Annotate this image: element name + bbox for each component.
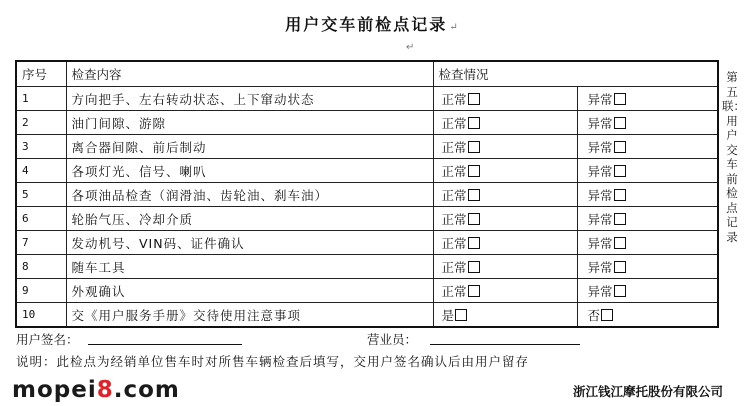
instruction-note: 说明：此检点为经销单位售车时对所售车辆检查后填写，交用户签名确认后由用户留存 [16,354,530,369]
abnormal-option[interactable] [577,159,718,183]
abnormal-label: 异常 [587,187,613,203]
check-item: 随车工具 [66,255,433,279]
abnormal-label: 异常 [587,259,613,275]
normal-option[interactable] [433,111,577,135]
checkbox-icon[interactable] [614,165,626,177]
normal-option[interactable] [433,303,577,328]
checkbox-icon[interactable] [455,309,467,321]
normal-label: 正常 [441,259,467,275]
normal-label: 正常 [441,211,467,227]
user-signature-label: 用户签名： [16,332,79,347]
normal-label: 正常 [441,115,467,131]
check-item: 发动机号、VIN码、证件确认 [66,231,433,255]
checkbox-icon[interactable] [468,261,480,273]
table-row [16,135,718,159]
checkbox-icon[interactable] [614,285,626,297]
header-item: 检查内容 [66,61,433,87]
checkbox-icon[interactable] [468,141,480,153]
table-row [16,87,718,111]
normal-label: 正常 [441,187,467,203]
checkbox-icon[interactable] [614,213,626,225]
table-row [16,111,718,135]
normal-option[interactable] [433,279,577,303]
abnormal-option[interactable] [577,303,718,328]
row-number: 5 [16,183,66,207]
checkbox-icon[interactable] [468,93,480,105]
normal-option[interactable] [433,159,577,183]
row-number: 10 [16,303,66,328]
table-row [16,207,718,231]
row-number: 1 [16,87,66,111]
salesperson-signature-line[interactable] [430,344,580,345]
normal-label: 正常 [441,139,467,155]
abnormal-option[interactable] [577,231,718,255]
abnormal-option[interactable] [577,183,718,207]
checkbox-icon[interactable] [468,285,480,297]
abnormal-option[interactable] [577,279,718,303]
checkbox-icon[interactable] [614,237,626,249]
checkbox-icon[interactable] [614,117,626,129]
row-number: 7 [16,231,66,255]
checkbox-icon[interactable] [614,93,626,105]
user-signature-line[interactable] [88,344,242,345]
normal-label: 正常 [441,163,467,179]
abnormal-label: 异常 [587,163,613,179]
row-number: 8 [16,255,66,279]
abnormal-option[interactable] [577,87,718,111]
check-item: 交《用户服务手册》交待使用注意事项 [66,303,433,328]
paragraph-mark: ↵ [406,42,415,53]
salesperson-label: 营业员： [367,332,418,347]
abnormal-option[interactable] [577,255,718,279]
table-header-row [16,61,718,87]
document-title: 用户交车前检点记录 ↵ [285,15,460,34]
check-item: 油门间隙、游隙 [66,111,433,135]
table-row [16,159,718,183]
normal-label: 正常 [441,283,467,299]
abnormal-label: 异常 [587,211,613,227]
abnormal-option[interactable] [577,111,718,135]
table-row [16,255,718,279]
normal-label: 是 [441,307,455,323]
company-name: 浙江钱江摩托股份有限公司 [572,384,723,399]
checkbox-icon[interactable] [468,165,480,177]
table-row [16,183,718,207]
checkbox-icon[interactable] [601,309,613,321]
abnormal-label: 异常 [587,91,613,107]
normal-label: 正常 [441,91,467,107]
inspection-table [15,60,719,328]
check-item: 离合器间隙、前后制动 [66,135,433,159]
abnormal-option[interactable] [577,135,718,159]
row-number: 6 [16,207,66,231]
site-watermark: mopei8.com [12,377,180,403]
copy-label: 第五联：用户交车前检点记录 [722,70,745,244]
header-no: 序号 [16,61,66,87]
checkbox-icon[interactable] [614,261,626,273]
check-item: 轮胎气压、冷却介质 [66,207,433,231]
check-item: 各项灯光、信号、喇叭 [66,159,433,183]
abnormal-label: 异常 [587,139,613,155]
header-status: 检查情况 [433,61,718,87]
normal-label: 正常 [441,235,467,251]
abnormal-label: 异常 [587,115,613,131]
checkbox-icon[interactable] [468,117,480,129]
table-row [16,231,718,255]
abnormal-label: 否 [587,307,601,323]
row-number: 9 [16,279,66,303]
abnormal-label: 异常 [587,235,613,251]
table-row [16,279,718,303]
checkbox-icon[interactable] [468,189,480,201]
normal-option[interactable] [433,255,577,279]
checkbox-icon[interactable] [614,141,626,153]
row-number: 4 [16,159,66,183]
check-item: 各项油品检查（润滑油、齿轮油、刹车油） [66,183,433,207]
normal-option[interactable] [433,135,577,159]
table-row [16,303,718,328]
row-number: 2 [16,111,66,135]
check-item: 方向把手、左右转动状态、上下窜动状态 [66,87,433,111]
abnormal-option[interactable] [577,207,718,231]
checkbox-icon[interactable] [468,213,480,225]
row-number: 3 [16,135,66,159]
checkbox-icon[interactable] [468,237,480,249]
check-item: 外观确认 [66,279,433,303]
abnormal-label: 异常 [587,283,613,299]
checkbox-icon[interactable] [614,189,626,201]
normal-option[interactable] [433,207,577,231]
normal-option[interactable] [433,183,577,207]
normal-option[interactable] [433,231,577,255]
normal-option[interactable] [433,87,577,111]
